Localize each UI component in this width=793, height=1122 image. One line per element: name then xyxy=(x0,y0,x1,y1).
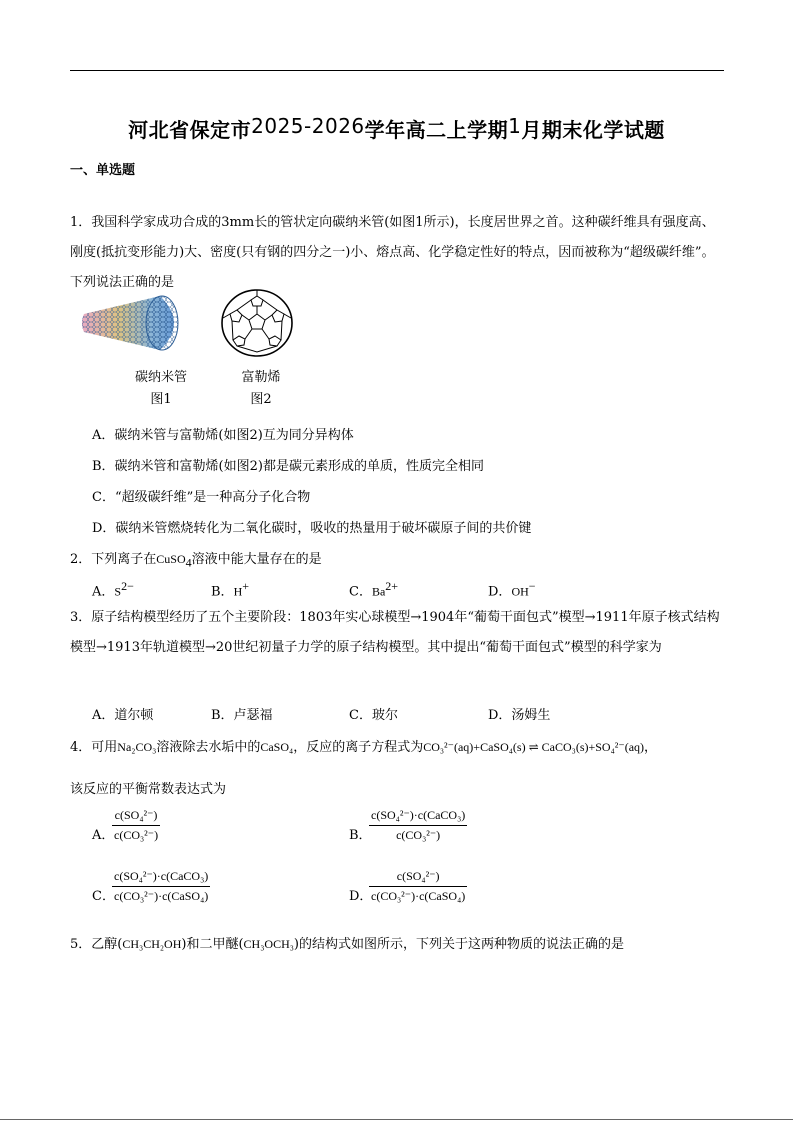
q3-option-d: D．汤姆生 xyxy=(488,708,551,723)
q2-stem: 2．下列离子在CuSO$_4$溶液中能大量存在的是 xyxy=(70,552,322,570)
fig2-label: 富勒烯 xyxy=(241,370,281,385)
q1-option-c: C．“超级碳纤维”是一种高分子化合物 xyxy=(92,490,311,505)
q2-option-a: A．$S^{2-}$ xyxy=(92,579,134,600)
q4-option-b-label: B． xyxy=(349,828,372,843)
q4-option-c-label: C． xyxy=(92,889,115,904)
fig2-caption: 图2 xyxy=(250,392,272,407)
section-heading: 一、单选题 xyxy=(70,163,136,178)
q4-stem: 4．可用Na₂CO₃溶液除去水垢中的CaSO₄，反应的离子方程式为CO₃²⁻(aq)+CaSO₄(s) ⇌ CaCO₃(s)+SO₄²⁻(aq)， xyxy=(70,740,658,755)
carbon-nanotube-figure xyxy=(82,292,192,354)
fullerene-figure xyxy=(219,288,295,358)
q4-option-c-fraction: c(SO₄²⁻)·c(CaCO₃) c(CO₃²⁻)·c(CaSO₄) xyxy=(114,869,209,903)
q3-option-b: B．卢瑟福 xyxy=(211,708,273,723)
q5-stem: 5．乙醇(CH₃CH₂OH)和二甲醚(CH₃OCH₃)的结构式如图所示，下列关于这两种物质的说法正确的是 xyxy=(70,937,624,952)
q2-option-c: C．$Ba^{2+}$ xyxy=(349,579,399,600)
q3-stem: 3．原子结构模型经历了五个主要阶段：1803年实心球模型→1904年“葡萄干面包式”模型→1911年原子核式结构模型→1913年轨道模型→20世纪初量子力学的原子结构模型。其中提出“葡萄干面包式”模型的科学家为 xyxy=(70,610,720,655)
fig1-caption: 图1 xyxy=(150,392,172,407)
q1-option-b: B．碳纳米管和富勒烯(如图2)都是碳元素形成的单质，性质完全相同 xyxy=(92,459,484,474)
q1-option-d: D．碳纳米管燃烧转化为二氧化碳时，吸收的热量用于破坏碳原子间的共价键 xyxy=(92,521,532,536)
q4-option-d-label: D． xyxy=(349,889,373,904)
q3-option-a: A．道尔顿 xyxy=(92,708,154,723)
fig1-label: 碳纳米管 xyxy=(134,370,187,385)
q2-option-b: B．H+ xyxy=(211,579,250,600)
page-title: 河北省保定市2025-2026学年高二上学期1月期末化学试题 xyxy=(128,114,665,142)
top-rule xyxy=(70,70,724,71)
q2-option-d: D．OH− xyxy=(488,579,536,600)
q3-option-c: C．玻尔 xyxy=(349,708,398,723)
q1-option-a: A．碳纳米管与富勒烯(如图2)互为同分异构体 xyxy=(92,428,354,443)
q4-option-a-label: A． xyxy=(92,828,115,843)
q4-option-a-fraction: c(SO₄²⁻) c(CO₃²⁻) xyxy=(114,808,159,842)
q4-stem-line2: 该反应的平衡常数表达式为 xyxy=(70,782,227,797)
q4-option-b-fraction: c(SO₄²⁻)·c(CaCO₃) c(CO₃²⁻) xyxy=(371,808,466,842)
bottom-rule xyxy=(0,1119,793,1120)
q4-option-d-fraction: c(SO₄²⁻) c(CO₃²⁻)·c(CaSO₄) xyxy=(371,869,466,903)
q1-stem: 1．我国科学家成功合成的3mm长的管状定向碳纳米管(如图1所示)，长度居世界之首。这种碳纤维具有强度高、刚度(抵抗变形能力)大、密度(只有钢的四分之一)小、熔点高、化学稳定性好的特点，因而被称为“超级碳纤维”。下列说法正确的是 xyxy=(70,215,715,290)
